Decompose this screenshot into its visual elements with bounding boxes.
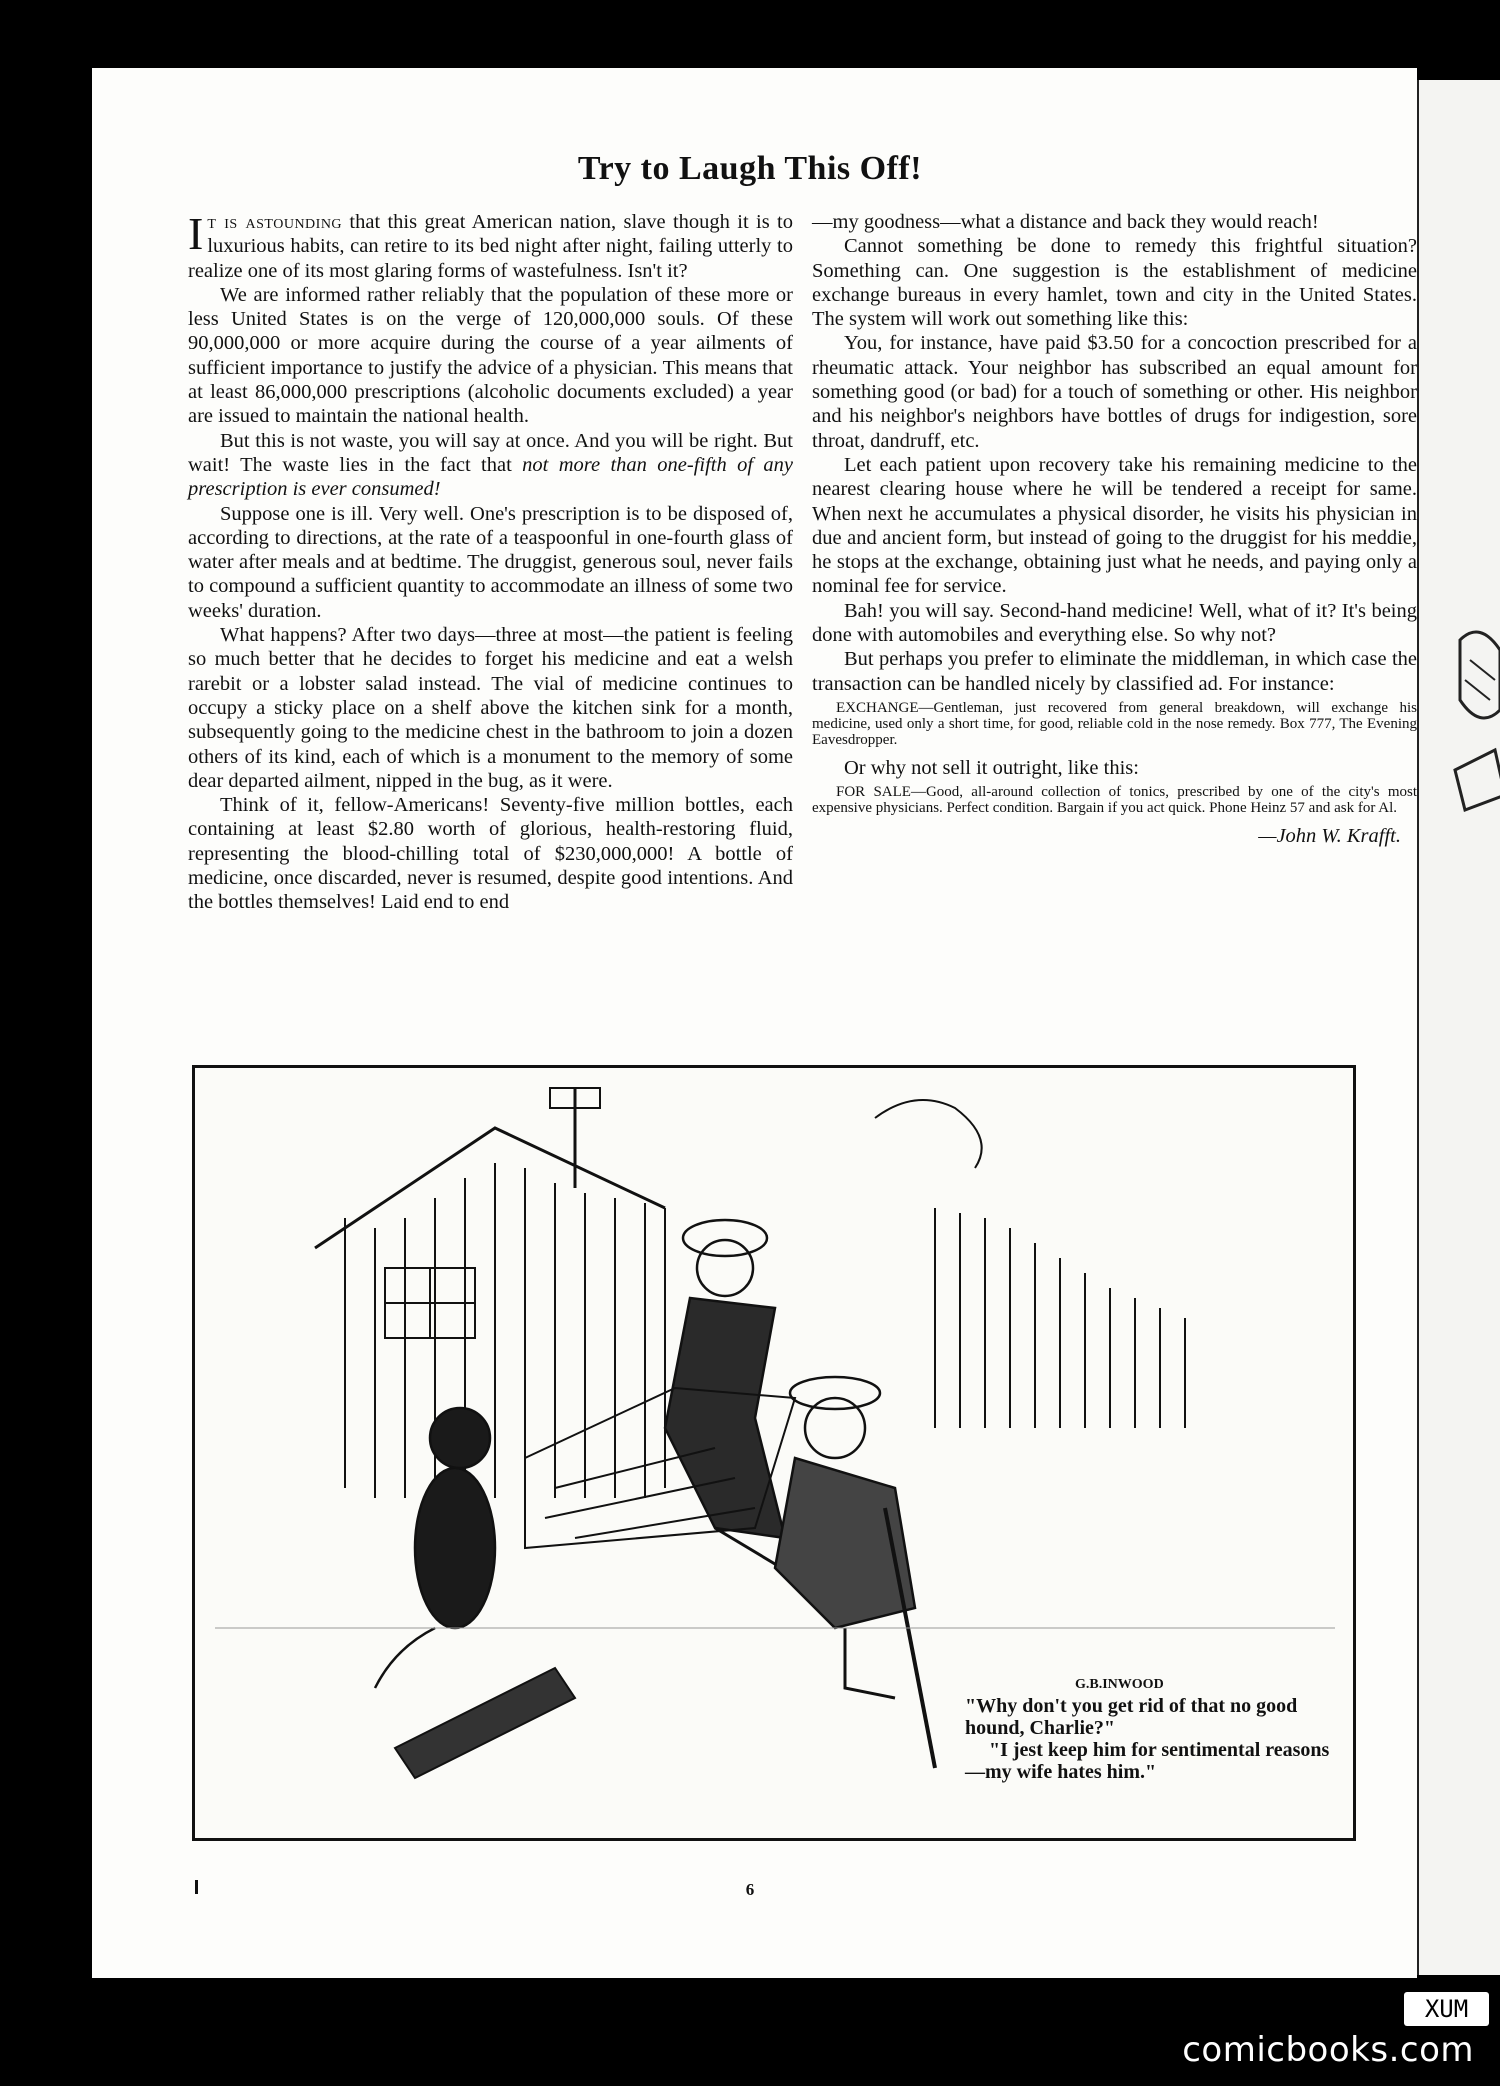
paragraph-10: Let each patient upon recovery take his remaining medicine to the nearest clearing house where he will be tendered a receipt for same. When next he accumulates a physical disorder, he visits his physician in due and ancient form, but instead of going to the druggist for his meddie, he stops at the exchange, obtaining just what he needs, and paying only a nominal fee for service. <box>812 453 1417 598</box>
paragraph-9: You, for instance, have paid $3.50 for a concoction prescribed for a rheumatic attack. Your neighbor has subscribed an equal amount for something good (or bad) for a touch of something or other. His neighbor and his neighbor's neighbors have bottles of drugs for indigestion, sore throat, dandruff, etc. <box>812 332 1417 452</box>
classified-ad-exchange-text: EXCHANGE—Gentleman, just recovered from general breakdown, will exchange his medicine, used only a short time, for good, reliable cold in the nose remedy. Box 777, The Evening Eavesdropper. <box>812 699 1417 748</box>
classified-ad-for-sale-text: FOR SALE—Good, all-around collection of tonics, prescribed by one of the city's most expensive physicians. Perfect condition. Bargain if you act quick. Phone Heinz 57 and ask for Al. <box>812 784 1417 817</box>
paragraph-8: Cannot something be done to remedy this frightful situation? Something can. One suggestion is the establishment of medicine exchange bureaus in every hamlet, town and city in the United States. The system will work out something like this: <box>812 235 1417 331</box>
paragraph-11: Bah! you will say. Second-hand medicine! Well, what of it? It's being done with automobiles and everything else. So why not? <box>812 599 1417 647</box>
paragraph-3 <box>188 429 793 502</box>
caption-question: "Why don't you get rid of that no good hound, Charlie?" <box>965 1695 1298 1739</box>
facing-page-illustration-fragment <box>1450 620 1500 820</box>
paragraph-4: Suppose one is ill. Very well. One's prescription is to be disposed of, according to directions, at the rate of a teaspoonful in one-fourth glass of water after meals and at bedtime. The druggist, generous soul, never fails to compound a sufficient quantity to accommodate an illness of some two weeks' duration. <box>188 502 793 622</box>
paragraph-1 <box>188 210 793 283</box>
classified-ad-exchange <box>812 700 1417 748</box>
artist-signature: G.B.INWOOD <box>1075 1677 1164 1692</box>
paragraph-13: Or why not sell it outright, like this: <box>844 756 1139 779</box>
author-byline: —John W. Krafft. <box>1258 825 1401 848</box>
paragraph-3-emphasis: not more than one-fifth of any prescription is ever consumed! <box>188 453 794 501</box>
cartoon-caption <box>965 1695 1335 1783</box>
paragraph-7: —my goodness—what a distance and back they would reach! <box>812 211 1319 233</box>
log-foreground <box>395 1668 575 1778</box>
paragraph-1-text: that this great American nation, slave though it is to luxurious habits, can retire to its bed night after night, failing utterly to realize one of its most glaring forms of wastefulness. Isn't it? <box>188 211 793 282</box>
caption-answer: "I jest keep him for sentimental reasons—my wife hates him." <box>965 1739 1330 1783</box>
hound-dog <box>375 1408 495 1688</box>
paragraph-3-text: But this is not waste, you will say at once. And you will be right. But wait! The waste lies in the fact that <box>188 429 793 476</box>
paragraph-5: What happens? After two days—three at most—the patient is feeling so much better that he decides to forget his medicine and eat a welsh rarebit or a lobster salad instead. The vial of medicine continues to occupy a sticky place on a shelf above the kitchen sink for a month, subsequently going to the medicine chest in the bathroom to join a dozen others of its kind, each of which is a monument to the memory of some dear departed ailment, nipped in the bug, as it were. <box>188 624 793 792</box>
source-watermark: comicbooks.com <box>1182 2030 1474 2070</box>
man-seated-right <box>775 1377 935 1768</box>
scan-badge: XUM <box>1404 1992 1489 2026</box>
shotgun <box>885 1508 935 1768</box>
drop-cap: I <box>188 208 204 259</box>
article-column-left <box>188 210 793 915</box>
classified-ad-for-sale <box>812 784 1417 816</box>
lead-in: t is astounding <box>207 211 343 233</box>
facing-page-edge <box>1417 80 1500 1975</box>
fence-planks <box>935 1208 1185 1428</box>
article-column-right <box>812 210 1417 849</box>
paragraph-12: But perhaps you prefer to eliminate the middleman, in which case the transaction can be handled nicely by classified ad. For instance: <box>812 648 1417 695</box>
paragraph-2: We are informed rather reliably that the population of these more or less United States is on the verge of 120,000,000 souls. Of these 90,000,000 or more acquire during the course of a year ailments of sufficient importance to justify the advice of a physician. This means that at least 86,000,000 prescriptions (alcoholic documents excluded) a year are issued to maintain the national health. <box>188 283 793 428</box>
article-title: Try to Laugh This Off! <box>577 150 923 187</box>
paragraph-6: Think of it, fellow-Americans! Seventy-five million bottles, each containing at least $2.80 worth of glorious, health-restoring fluid, representing the blood-chilling total of $230,000,000! A bottle of medicine, once discarded, never is resumed, despite good intentions. And the bottles themselves! Laid end to end <box>188 794 793 914</box>
page-number: 6 <box>745 1880 755 1899</box>
shed-wall-planks <box>375 1163 645 1498</box>
tree-branch <box>875 1100 982 1168</box>
